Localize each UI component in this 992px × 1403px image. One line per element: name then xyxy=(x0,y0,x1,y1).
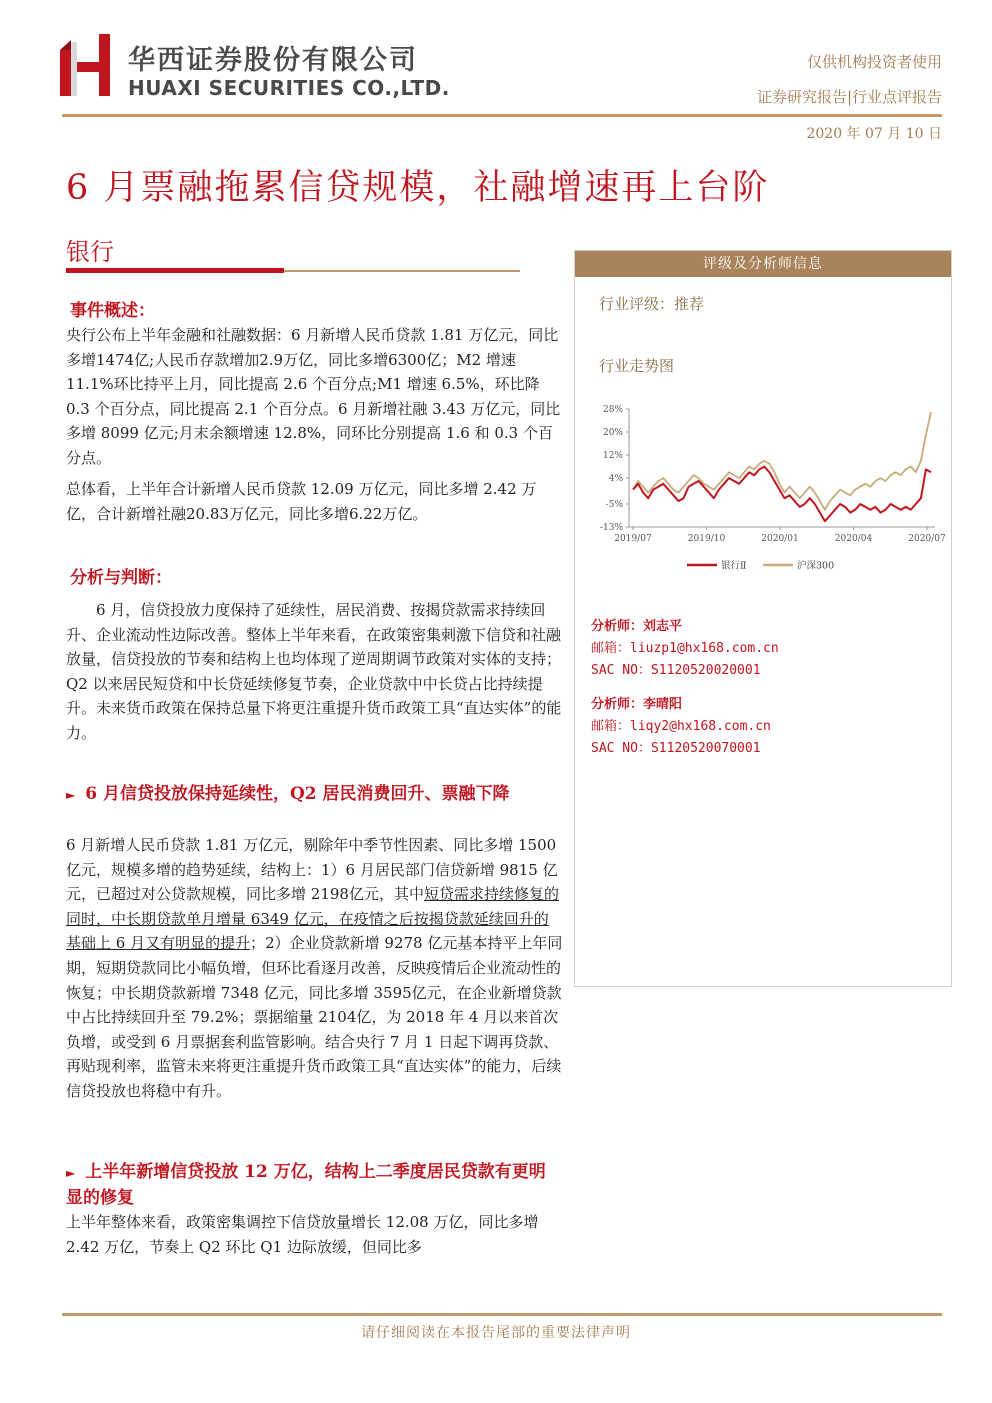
subsection-2-paragraph: 上半年整体来看，政策密集调控下信贷放量增长 12.08 万亿，同比多增 2.42 万亿，节奏上 Q2 环比 Q1 边际放缓，但同比多 xyxy=(66,1213,539,1256)
header-divider xyxy=(62,114,942,117)
legend-label: 沪深300 xyxy=(797,560,835,572)
analyst-2-email: 邮箱：liqy2@hx168.com.cn xyxy=(591,719,771,734)
y-tick-label: 20% xyxy=(602,428,623,439)
analyst-2-name: 分析师：李晴阳 xyxy=(591,697,683,712)
subsection-2-heading xyxy=(66,1160,546,1211)
y-tick-label: 28% xyxy=(602,405,623,415)
legal-disclaimer: 请仔细阅读在本报告尾部的重要法律声明 xyxy=(361,1325,631,1341)
company-name-cn: 华西证券股份有限公司 xyxy=(128,45,418,76)
report-date: 2020 年 07 月 10 日 xyxy=(806,126,942,142)
x-tick-label: 2020/04 xyxy=(834,534,873,544)
analysis-paragraph: 6 月，信贷投放力度保持了延续性，居民消费、按揭贷款需求持续回升、企业流动性边际改善。整体上半年来看，在政策密集刺激下信贷和社融放量，信贷投放的节奏和结构上也均体现了逆周期调节政策对实体的支持；Q2 以来居民短贷和中长贷延续修复节奏，企业贷款中中长贷占比持续提升。未来货币政策在保持总量下将更注重提升货币政策工具“直达实体”的能力。 xyxy=(66,601,562,742)
trend-chart-label: 行业走势图 xyxy=(599,357,675,375)
report-title: 6 月票融拖累信贷规模，社融增速再上台阶 xyxy=(66,168,770,208)
analysis-heading: 分析与判断： xyxy=(70,568,172,588)
subsection-1-heading xyxy=(66,782,546,808)
x-tick-label: 2020/01 xyxy=(761,534,799,544)
event-overview-paragraph-2: 总体看，上半年合计新增人民币贷款 12.09 万亿元，同比多增 2.42 万亿，合计新增社融20.83万亿元，同比多增6.22万亿。 xyxy=(66,480,537,523)
event-overview-paragraph-1: 央行公布上半年金融和社融数据：6 月新增人民币贷款 1.81 万亿元，同比多增1474亿;人民币存款增加2.9万亿，同比多增6300亿；M2 增速 11.1%环比持平上月，同比提高 2.6 个百分点;M1 增速 6.5%，环比降 0.3 个百分点，同比提高 2.1 个百分点。6 月新增社融 3.43 万亿元，同比多增 8099 亿元;月末余额增速 12.8%，同环比分别提高 1.6 和 0.3 个百分点。 xyxy=(66,326,561,467)
analyst-2-sac: SAC NO：S1120520070001 xyxy=(591,741,761,756)
x-tick-label: 2019/07 xyxy=(614,534,652,544)
event-overview-heading: 事件概述： xyxy=(70,301,155,321)
analyst-1-sac: SAC NO：S1120520020001 xyxy=(591,663,761,678)
legend-label: 银行Ⅱ xyxy=(721,560,747,572)
rating-analyst-sidebar xyxy=(574,250,952,987)
analyst-1-email: 邮箱：liuzp1@hx168.com.cn xyxy=(591,641,779,656)
series-line-bank xyxy=(633,467,931,522)
y-tick-label: -5% xyxy=(605,499,623,510)
triangle-bullet-icon: ► xyxy=(66,788,76,802)
huaxi-logo-icon xyxy=(60,34,116,98)
subsection-1-text-a: 6 月新增人民币贷款 1.81 万亿元，剔除年中季节性因素、同比多增 1500 亿元，规模多增的趋势延续，结构上：1）6 月居民部门信贷新增 9815 亿元，已超过对公贷款规模，同比多增 2198亿元，其中 xyxy=(66,836,558,904)
report-type: 证券研究报告|行业点评报告 xyxy=(756,88,942,106)
industry-label: 银行 xyxy=(66,238,114,266)
subsection-1-underlined-text: 短贷需求持续修复的同时，中长期贷款单月增量 6349 亿元，在疫情之后按揭贷款延续回升的基础上 6 月又有明显的提升 xyxy=(66,885,559,953)
subsection-1-paragraph xyxy=(66,833,563,1104)
subsection-1-text-b: ；2）企业贷款新增 9278 亿元基本持平上年同期，短期贷款同比小幅负增，但环比看逐月改善，反映疫情后企业流动性的恢复；中长期贷款新增 7348 亿元，同比多增 3595亿元，在企业新增贷款中占比持续回升至 79.2%；票据缩量 2104亿，为 2018 年 4 月以来首次负增，或受到 6 月票据套利监管影响。结合央行 7 月 1 日起下调再贷款、再贴现利率，监管未来将更注重提升货币政策工具“直达实体”的能力，后续信贷投放也将稳中有升。 xyxy=(66,934,563,1100)
x-tick-label: 2020/07 xyxy=(908,534,946,544)
subsection-1-title: 6 月信贷投放保持延续性，Q2 居民消费回升、票融下降 xyxy=(85,784,510,804)
audience-note: 仅供机构投资者使用 xyxy=(806,53,942,71)
company-name-en: HUAXI SECURITIES CO.,LTD. xyxy=(128,76,450,100)
industry-underline-gold xyxy=(284,270,520,272)
company-logo xyxy=(60,34,460,104)
x-tick-label: 2019/10 xyxy=(687,534,726,544)
triangle-bullet-icon: ► xyxy=(66,1166,76,1180)
y-tick-label: 4% xyxy=(608,474,623,485)
y-tick-label: -13% xyxy=(599,523,623,533)
footer-divider xyxy=(62,1313,942,1316)
industry-trend-chart xyxy=(575,395,951,585)
y-tick-label: 12% xyxy=(602,451,623,462)
sidebar-heading: 评级及分析师信息 xyxy=(575,251,951,277)
subsection-2-title: 上半年新增信贷投放 12 万亿，结构上二季度居民贷款有更明显的修复 xyxy=(66,1162,546,1208)
industry-rating: 行业评级：推荐 xyxy=(599,295,705,313)
industry-underline-red xyxy=(66,268,284,273)
analyst-1-name: 分析师：刘志平 xyxy=(591,619,683,634)
